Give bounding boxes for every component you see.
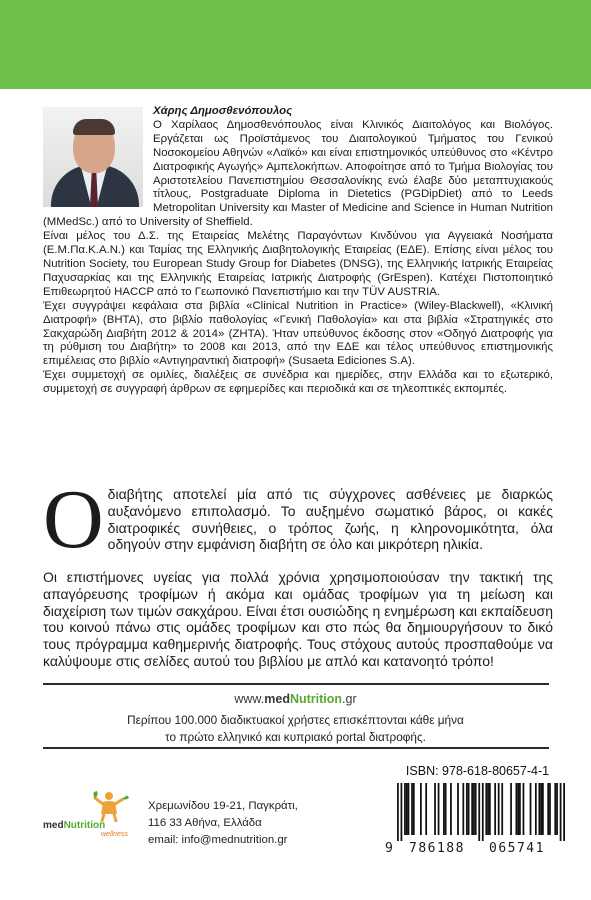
barcode-digit-first: 9 [385, 841, 393, 856]
divider-bottom [43, 747, 549, 749]
address-city: 116 33 Αθήνα, Ελλάδα [148, 817, 262, 829]
barcode-bar [556, 783, 558, 835]
address-street: Χρεμωνίδου 19-21, Παγκράτι, [148, 800, 298, 812]
logo-subtitle: wellness [101, 831, 128, 838]
barcode-bar [485, 783, 487, 835]
barcode-bar [466, 783, 468, 835]
publisher-address [148, 798, 298, 849]
portal-description [100, 712, 491, 745]
logo-med: med [43, 820, 64, 831]
barcode-bar [473, 783, 475, 835]
barcode-digits-right: 065741 [489, 841, 545, 856]
barcode-bar [510, 783, 512, 835]
portal-line-2: το πρώτο ελληνικό και κυπριακό portal διατροφής. [165, 729, 426, 744]
barcode-bar [482, 783, 484, 841]
website-prefix: www. [234, 692, 265, 706]
barcode-bar [434, 783, 436, 835]
barcode-bar [438, 783, 440, 835]
barcode-bar [420, 783, 422, 835]
address-email: email: info@mednutrition.gr [148, 834, 288, 846]
website-brand-med: med [264, 692, 290, 706]
barcode-bar [478, 783, 480, 841]
author-photo [43, 107, 143, 207]
bio-paragraph: Είναι μέλος του Δ.Σ. της Εταιρείας Μελέτης Παραγόντων Κινδύνου για Αγγειακά Νοσήματα (Ε.Μ.Πα.Κ.Α.Ν.) και Ταμίας της Ελληνικής Διαβητολογικής Εταιρείας (ΕΔΕ). Επίσης είναι μέλος του Nutrition Society, του European Study Group for Diabetes (DNSG), της Ελληνικής Ιατρικής Εταιρείας Παχυσαρκίας και της Ελληνικής Εταιρείας Ιατρικής Διατροφής (GrEspen). Κατέχει Πιστοποιητικό Επιθεωρητού HACCP από το Γεωπονικό Πανεπιστήμιο και την TÜV AUSTRIA. [43, 230, 553, 298]
barcode-bar [523, 783, 525, 835]
barcode-bar [549, 783, 551, 835]
isbn-barcode [385, 783, 567, 858]
divider-top [43, 683, 549, 685]
barcode-bar [457, 783, 459, 835]
barcode-bar [501, 783, 503, 835]
barcode-bar [401, 783, 403, 841]
bio-paragraph: Έχει συγγράψει κεφάλαια στα βιβλία «Clinical Nutrition in Practice» (Wiley-Blackwell), «Κλινική Διατροφή» (ΒΗΤΑ), στο βιβλίο παθολογίας «Γενική Παθολογία» και στα βιβλία «Στρατηγικές στο Σακχαρώδη Διαβήτη 2012 & 2014» (ΖΗΤΑ). Ήταν υπεύθυνος έκδοσης στον «Οδηγό Διατροφής για τη ρύθμιση του Διαβήτη» το 2008 και 2013, από την ΕΔΕ και τέλος υπεύθυνος επιστημονικής επιμέλειας στο βιβλίο «Αντιγηραντική διατροφή» (Susaeta Ediciones S.A). [43, 299, 553, 368]
barcode-bar [462, 783, 464, 835]
portal-line-1: Περίπου 100.000 διαδικτυακοί χρήστες επισκέπτονται κάθε μήνα [127, 713, 464, 727]
barcode-bar [554, 783, 556, 835]
barcode-bar [560, 783, 562, 841]
mascot-icon [43, 790, 138, 822]
barcode-bar [498, 783, 500, 835]
barcode-bar [487, 783, 489, 835]
barcode-bar [519, 783, 521, 835]
intro-paragraph [43, 473, 553, 566]
website-brand-nutrition: Nutrition [289, 692, 343, 706]
barcode-bar [530, 783, 532, 835]
logo-nutrition: Nutrition [63, 820, 106, 831]
barcode-bar [540, 783, 542, 835]
barcode-bar [450, 783, 452, 835]
website-suffix: .gr [342, 692, 357, 706]
barcode-bars [397, 783, 565, 841]
barcode-bar [408, 783, 410, 835]
barcode-bar [489, 783, 491, 835]
barcode-bar [542, 783, 544, 835]
top-color-band [0, 0, 591, 89]
drop-cap: Ο [43, 473, 104, 566]
barcode-bar [475, 783, 477, 835]
barcode-bar [397, 783, 399, 841]
barcode-bar [538, 783, 540, 835]
barcode-bar [413, 783, 415, 835]
barcode-bar [563, 783, 565, 841]
barcode-bar [411, 783, 413, 835]
barcode-bar [404, 783, 406, 835]
bio-paragraph: Έχει συμμετοχή σε ομιλίες, διαλέξεις σε συνέδρια και ημερίδες, στην Ελλάδα και το εξωτερικό, συμμετοχή σε συγγραφή άρθρων σε εφημερίδες και περιοδικά και σε τηλεοπτικές εκπομπές. [43, 369, 553, 396]
intro-text: διαβήτης αποτελεί μία από τις σύγχρονες ασθένειες με διαρκώς αυξανόμενο επιπολασμό. Το αυξημένο σωματικό βάρος, οι κακές διατροφικές συνήθειες, ο τρόπος ζωής, η κληρονομικότητα, όλα οδηγούν στην εμφάνιση διαβήτη σε όλο και μικρότερη ηλικία. [107, 486, 553, 553]
isbn-label: ISBN: 978-618-80657-4-1 [405, 764, 550, 778]
barcode-bar [406, 783, 408, 835]
author-name: Χάρης Δημοσθενόπουλος [153, 105, 293, 117]
barcode-bar [515, 783, 517, 835]
body-text: Οι επιστήμονες υγείας για πολλά χρόνια χρησιμοποιούσαν την τακτική της απαγόρευσης τροφίμων ή ακόμα και ομάδας τροφίμων για τη μείωση και διαχείριση των τιμών σακχάρου. Είναι έτσι ουσιώδης η ενημέρωση και εκπαίδευση του κοινού πάνω στις ομάδες τροφίμων και στο πώς θα δημιουργήσουν το δικό τους πρόγραμμα καθημερινής διατροφής. Τους στόχους αυτούς προσπαθούμε να καλύψουμε στις σελίδες αυτού του βιβλίου με απλό και κατανοητό τρόπο! [43, 569, 553, 669]
barcode-bar [517, 783, 519, 835]
barcode-bar [471, 783, 473, 835]
barcode-bar [468, 783, 470, 835]
barcode-digits-left: 786188 [409, 841, 465, 856]
mednutrition-logo [43, 790, 138, 840]
website-line [0, 692, 591, 706]
barcode-bar [443, 783, 445, 835]
barcode-bar [535, 783, 537, 835]
barcode-bar [445, 783, 447, 835]
barcode-bar [547, 783, 549, 835]
barcode-bar [425, 783, 427, 835]
barcode-bar [494, 783, 496, 835]
author-bio [43, 105, 553, 397]
logo-wordmark [43, 820, 105, 831]
body-paragraph [43, 569, 553, 670]
bio-paragraph: Ο Χαρίλαος Δημοσθενόπουλος είναι Κλινικός Διαιτολόγος και Βιολόγος. Εργάζεται ως Προϊστάμενος του Διαιτολογικού Τμήματος του Γενικού Νοσοκομείου Αθηνών «Λαϊκό» και είναι επιστημονικός υπεύθυνος στο «Κέντρο Διατροφικής Αγωγής» Αμπελοκήπων. Αποφοίτησε από το Τμήμα Βιολογίας του Αριστοτελείου Πανεπιστημίου Θεσσαλονίκης ενώ έλαβε δύο μεταπτυχιακούς τίτλους, Postgraduate Diploma in Dietetics (PGDipDiet) από το Leeds Metropolitan University και Master of Medicine and Science in Human Nutrition (MMedSc.) από το University of Sheffield. [43, 118, 553, 229]
